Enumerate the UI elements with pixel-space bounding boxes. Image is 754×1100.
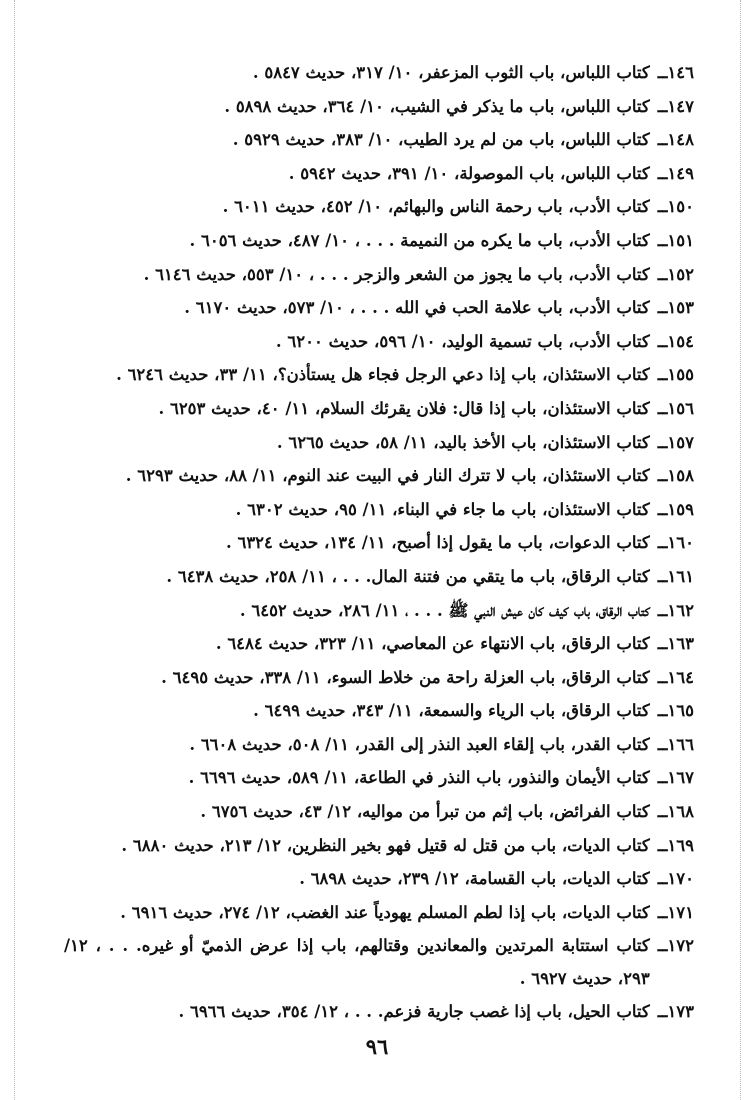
list-item: [64, 728, 694, 762]
entry-number: ١٦٧ــ: [657, 768, 694, 788]
entry-text: كتاب الحيل، باب إذا غصب جارية فزعم. . . ، ١٢/ ٣٥٤، حديث ٦٩٦٦ .: [178, 1002, 650, 1022]
entry-number: ١٤٦ــ: [657, 63, 694, 82]
list-item: [64, 761, 694, 795]
entry-text: كتاب الرقاق، باب الرياء والسمعة، ١١/ ٣٤٣، حديث ٦٤٩٩ .: [253, 701, 650, 721]
entry-text: كتاب الرقاق، باب كيف كان عيش النبي ﷺ . . . ، ١١/ ٢٨٦، حديث ٦٤٥٢ .: [239, 600, 650, 620]
list-item: [64, 392, 694, 426]
entry-number: ١٥٥ــ: [657, 365, 694, 385]
list-item: [64, 459, 694, 493]
list-item: [64, 258, 694, 292]
list-item: [64, 526, 694, 560]
entry-text: كتاب الاستئذان، باب إذا دعي الرجل فجاء هل يستأذن؟، ١١/ ٣٣، حديث ٦٢٤٦ .: [116, 365, 650, 385]
entry-number: ١٧١ــ: [657, 902, 694, 922]
list-item: [64, 896, 694, 930]
entry-text: كتاب الأدب، باب علامة الحب في الله . . . ، ١٠/ ٥٧٣، حديث ٦١٧٠ .: [184, 298, 650, 318]
entry-text: كتاب اللباس، باب ما يذكر في الشيب، ١٠/ ٣٦٤، حديث ٥٨٩٨ .: [224, 96, 650, 116]
entry-text: كتاب الاستئذان، باب إذا قال: فلان يقرئك السلام، ١١/ ٤٠، حديث ٦٢٥٣ .: [158, 398, 650, 418]
entry-text: كتاب استتابة المرتدين والمعاندين وقتالهم، باب إذا عرض الذميّ أو غيره. . . ، ١٢/ ٢٩٣، حديث ٦٩٢٧ .: [64, 936, 650, 989]
entry-number: ١٦١ــ: [657, 566, 694, 586]
entry-text: كتاب الرقاق، باب ما يتقي من فتنة المال. . . ، ١١/ ٢٥٨، حديث ٦٤٣٨ .: [166, 566, 650, 586]
entry-number: ١٦٠ــ: [657, 533, 694, 553]
entry-text: كتاب الاستئذان، باب ما جاء في البناء، ١١/ ٩٥، حديث ٦٣٠٢ .: [235, 499, 650, 519]
entry-number: ١٤٨ــ: [657, 130, 694, 150]
list-item: [64, 661, 694, 695]
list-item: [64, 995, 694, 1029]
hadith-reference-list: [64, 56, 694, 1029]
entry-number: ١٦٣ــ: [657, 634, 694, 654]
entry-number: ١٥٦ــ: [657, 398, 694, 418]
entry-text: كتاب الديات، باب إذا لطم المسلم يهودياً عند الغضب، ١٢/ ٢٧٤، حديث ٦٩١٦ .: [120, 902, 650, 922]
list-item: [64, 627, 694, 661]
list-item: [64, 493, 694, 527]
list-item: [64, 426, 694, 460]
left-margin-line: [14, 0, 15, 1100]
list-item: [64, 90, 694, 124]
list-item: [64, 829, 694, 863]
entry-number: ١٥٩ــ: [657, 499, 694, 519]
entry-text: كتاب اللباس، باب من لم يرد الطيب، ١٠/ ٣٨٣، حديث ٥٩٢٩ .: [232, 130, 650, 150]
entry-text: كتاب الفرائض، باب إثم من تبرأ من مواليه، ١٢/ ٤٣، حديث ٦٧٥٦ .: [200, 802, 650, 822]
entry-text: كتاب الأدب، باب ما يجوز من الشعر والزجر . . . ، ١٠/ ٥٥٣، حديث ٦١٤٦ .: [143, 264, 650, 284]
entry-text: كتاب الرقاق، باب الانتهاء عن المعاصي، ١١/ ٣٢٣، حديث ٦٤٨٤ .: [215, 634, 650, 654]
entry-text: كتاب الديات، باب من قتل له قتيل فهو بخير النظرين، ١٢/ ٢١٣، حديث ٦٨٨٠ .: [121, 835, 650, 855]
entry-text: كتاب الأيمان والنذور، باب النذر في الطاعة، ١١/ ٥٨٩، حديث ٦٦٩٦ .: [188, 768, 650, 788]
entry-number: ١٧٠ــ: [657, 869, 694, 889]
entry-number: ١٥٨ــ: [657, 466, 694, 486]
entry-number: ١٧٢ــ: [657, 936, 694, 956]
entry-number: ١٦٩ــ: [657, 835, 694, 855]
list-item: [64, 358, 694, 392]
entry-number: ١٦٤ــ: [657, 667, 694, 687]
entry-text: كتاب الأدب، باب تسمية الوليد، ١٠/ ٥٩٦، حديث ٦٢٠٠ .: [275, 331, 650, 351]
entry-text: كتاب الأدب، باب ما يكره من النميمة . . . ، ١٠/ ٤٨٧، حديث ٦٠٥٦ .: [189, 230, 650, 250]
list-item: [64, 123, 694, 157]
list-item: [64, 56, 694, 90]
list-item: [64, 291, 694, 325]
entry-number: ١٥٠ــ: [657, 197, 694, 217]
list-item: [64, 224, 694, 258]
entry-number: ١٤٧ــ: [657, 96, 694, 116]
entry-text: كتاب اللباس، باب الثوب المزعفر، ١٠/ ٣١٧، حديث ٥٨٤٧ .: [252, 63, 650, 82]
entry-number: ١٥٤ــ: [657, 331, 694, 351]
list-item: [64, 929, 694, 995]
entry-number: ١٤٩ــ: [657, 163, 694, 183]
list-item: [64, 795, 694, 829]
entry-number: ١٥١ــ: [657, 230, 694, 250]
list-item: [64, 594, 694, 628]
entry-text: كتاب الاستئذان، باب لا تترك النار في البيت عند النوم، ١١/ ٨٨، حديث ٦٢٩٣ .: [125, 466, 650, 486]
entry-number: ١٥٢ــ: [657, 264, 694, 284]
entry-text: كتاب الديات، باب القسامة، ١٢/ ٢٣٩، حديث ٦٨٩٨ .: [299, 869, 650, 889]
page-number: ٩٦: [365, 1034, 389, 1059]
entry-text: كتاب الأدب، باب رحمة الناس والبهائم، ١٠/ ٤٥٢، حديث ٦٠١١ .: [222, 197, 650, 217]
entry-number: ١٦٦ــ: [657, 734, 694, 754]
entry-number: ١٥٣ــ: [657, 298, 694, 318]
entry-number: ١٧٣ــ: [657, 1002, 694, 1022]
list-item: [64, 862, 694, 896]
list-item: [64, 190, 694, 224]
entry-text: كتاب القدر، باب إلقاء العبد النذر إلى القدر، ١١/ ٥٠٨، حديث ٦٦٠٨ .: [189, 734, 650, 754]
entry-number: ١٥٧ــ: [657, 432, 694, 452]
right-margin-line: [740, 0, 741, 1100]
list-item: [64, 325, 694, 359]
entry-number: ١٦٥ــ: [657, 701, 694, 721]
entry-number: ١٦٢ــ: [657, 600, 694, 620]
list-item: [64, 560, 694, 594]
list-item: [64, 694, 694, 728]
entry-text: كتاب اللباس، باب الموصولة، ١٠/ ٣٩١، حديث ٥٩٤٢ .: [288, 163, 650, 183]
entry-text: كتاب الرقاق، باب العزلة راحة من خلاط السوء، ١١/ ٣٣٨، حديث ٦٤٩٥ .: [161, 667, 650, 687]
list-item: [64, 157, 694, 191]
entry-text: كتاب الاستئذان، باب الأخذ باليد، ١١/ ٥٨، حديث ٦٢٦٥ .: [276, 432, 650, 452]
entry-number: ١٦٨ــ: [657, 802, 694, 822]
entry-text: كتاب الدعوات، باب ما يقول إذا أصبح، ١١/ ١٣٤، حديث ٦٣٢٤ .: [225, 533, 650, 553]
